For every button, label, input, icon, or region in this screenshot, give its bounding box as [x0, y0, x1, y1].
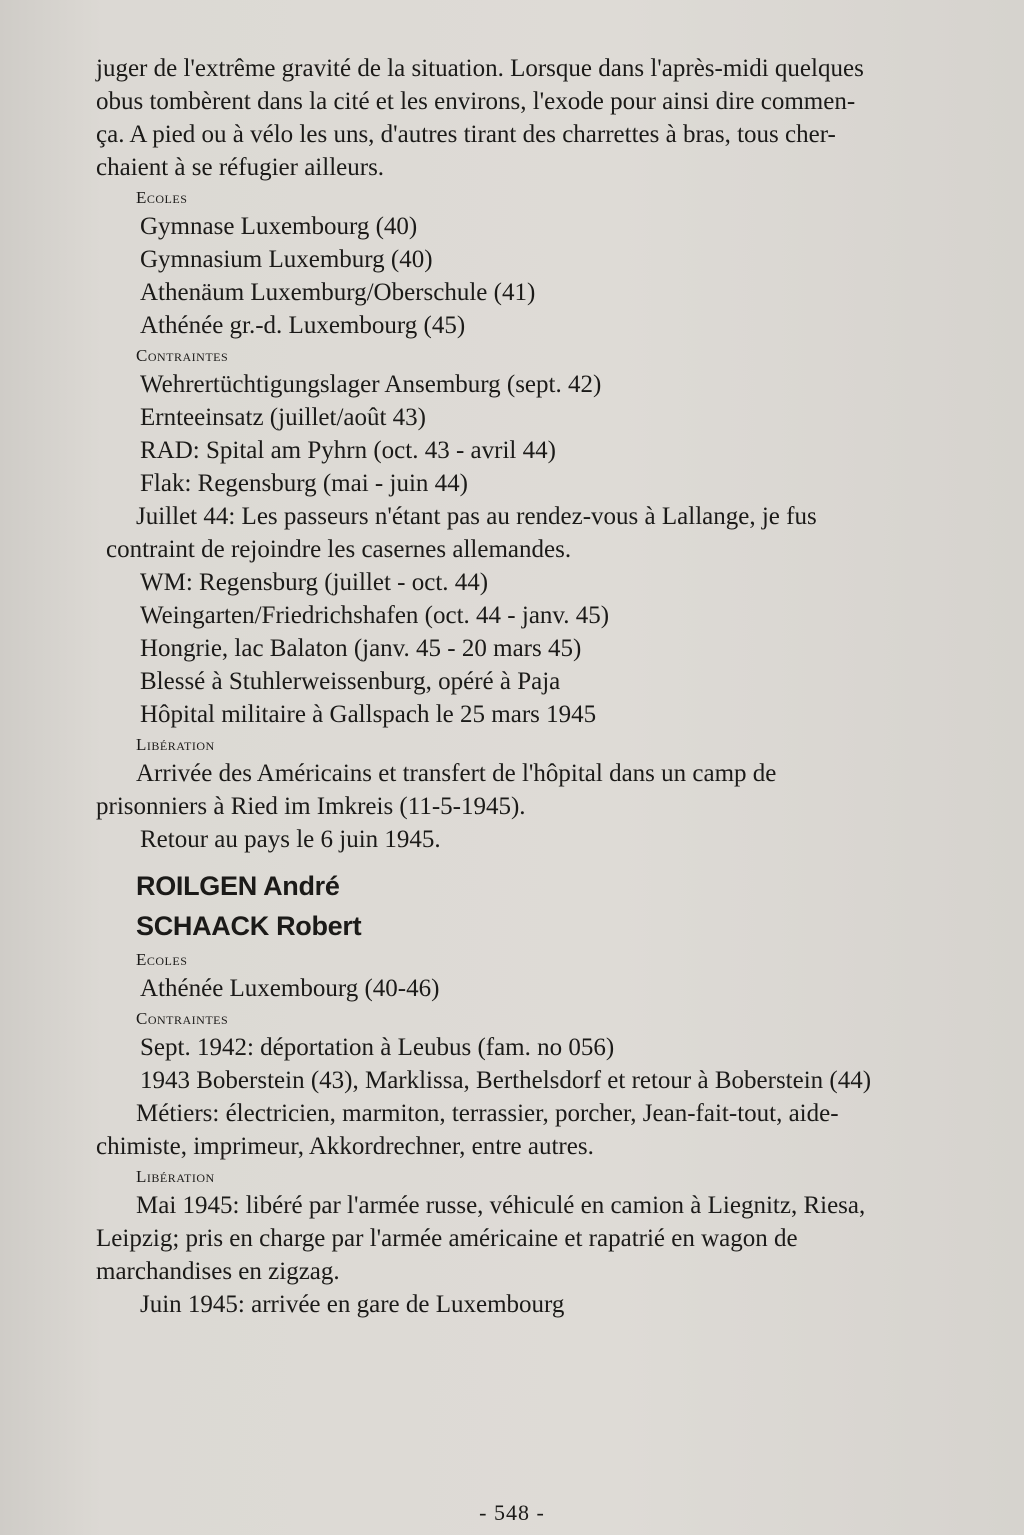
- text-column: [96, 52, 956, 1321]
- list-item: RAD: Spital am Pyhrn (oct. 43 - avril 44): [140, 437, 556, 464]
- list-item: Sept. 1942: déportation à Leubus (fam. no 056): [140, 1034, 615, 1061]
- list-item: Hongrie, lac Balaton (janv. 45 - 20 mars 45): [140, 635, 582, 662]
- list-item: Weingarten/Friedrichshafen (oct. 44 - janv. 45): [140, 602, 610, 629]
- list-item: Gymnase Luxembourg (40): [140, 213, 418, 240]
- list-item: Blessé à Stuhlerweissenburg, opéré à Paja: [140, 668, 561, 695]
- person-name: ROILGEN André: [136, 871, 340, 901]
- text-line: marchandises en zigzag.: [96, 1258, 340, 1285]
- text-line: contraint de rejoindre les casernes allemandes.: [106, 536, 572, 563]
- list-item: Gymnasium Luxemburg (40): [140, 246, 433, 273]
- section-heading-contraintes: Contraintes: [136, 1009, 229, 1028]
- intro-paragraph: [96, 52, 956, 184]
- list-item: Hôpital militaire à Gallspach le 25 mars 1945: [140, 701, 597, 728]
- list-item: Juin 1945: arrivée en gare de Luxembourg: [140, 1291, 565, 1318]
- list-item: Flak: Regensburg (mai - juin 44): [140, 470, 468, 497]
- metiers-paragraph: [96, 1097, 956, 1163]
- section-heading-liberation: Libération: [136, 735, 215, 754]
- list-item: Wehrertüchtigungslager Ansemburg (sept. 42): [140, 371, 602, 398]
- liberation-paragraph: [96, 757, 956, 823]
- section-heading-liberation: Libération: [136, 1167, 215, 1186]
- text-line: Arrivée des Américains et transfert de l'hôpital dans un camp de: [136, 760, 777, 787]
- list-item: Athenäum Luxemburg/Oberschule (41): [140, 279, 536, 306]
- person-name: SCHAACK Robert: [136, 911, 362, 941]
- text-line: Juillet 44: Les passeurs n'étant pas au rendez-vous à Lallange, je fus: [136, 503, 817, 530]
- section-heading-contraintes: Contraintes: [136, 346, 229, 365]
- section-heading-ecoles: Ecoles: [136, 188, 188, 207]
- text-line: Leipzig; pris en charge par l'armée américaine et rapatrié en wagon de: [96, 1225, 798, 1252]
- list-item: WM: Regensburg (juillet - oct. 44): [140, 569, 489, 596]
- text-line: ça. A pied ou à vélo les uns, d'autres tirant des charrettes à bras, tous cher-: [96, 121, 836, 148]
- text-line: juger de l'extrême gravité de la situation. Lorsque dans l'après-midi quelques: [96, 55, 864, 82]
- list-item: 1943 Boberstein (43), Marklissa, Berthelsdorf et retour à Boberstein (44): [140, 1067, 872, 1094]
- page-number: - 548 -: [479, 1500, 545, 1525]
- text-line: chimiste, imprimeur, Akkordrechner, entre autres.: [96, 1133, 594, 1160]
- list-item: Retour au pays le 6 juin 1945.: [140, 826, 441, 853]
- liberation-paragraph: [96, 1189, 956, 1288]
- text-line: prisonniers à Ried im Imkreis (11-5-1945).: [96, 793, 526, 820]
- list-item: Athénée gr.-d. Luxembourg (45): [140, 312, 466, 339]
- text-line: Métiers: électricien, marmiton, terrassier, porcher, Jean-fait-tout, aide-: [136, 1100, 839, 1127]
- text-line: chaient à se réfugier ailleurs.: [96, 154, 385, 181]
- section-heading-ecoles: Ecoles: [136, 950, 188, 969]
- text-line: Mai 1945: libéré par l'armée russe, véhiculé en camion à Liegnitz, Riesa,: [136, 1192, 866, 1219]
- juillet-paragraph: [96, 500, 956, 566]
- list-item: Ernteeinsatz (juillet/août 43): [140, 404, 427, 431]
- list-item: Athénée Luxembourg (40-46): [140, 975, 440, 1002]
- text-line: obus tombèrent dans la cité et les environs, l'exode pour ainsi dire commen-: [96, 88, 856, 115]
